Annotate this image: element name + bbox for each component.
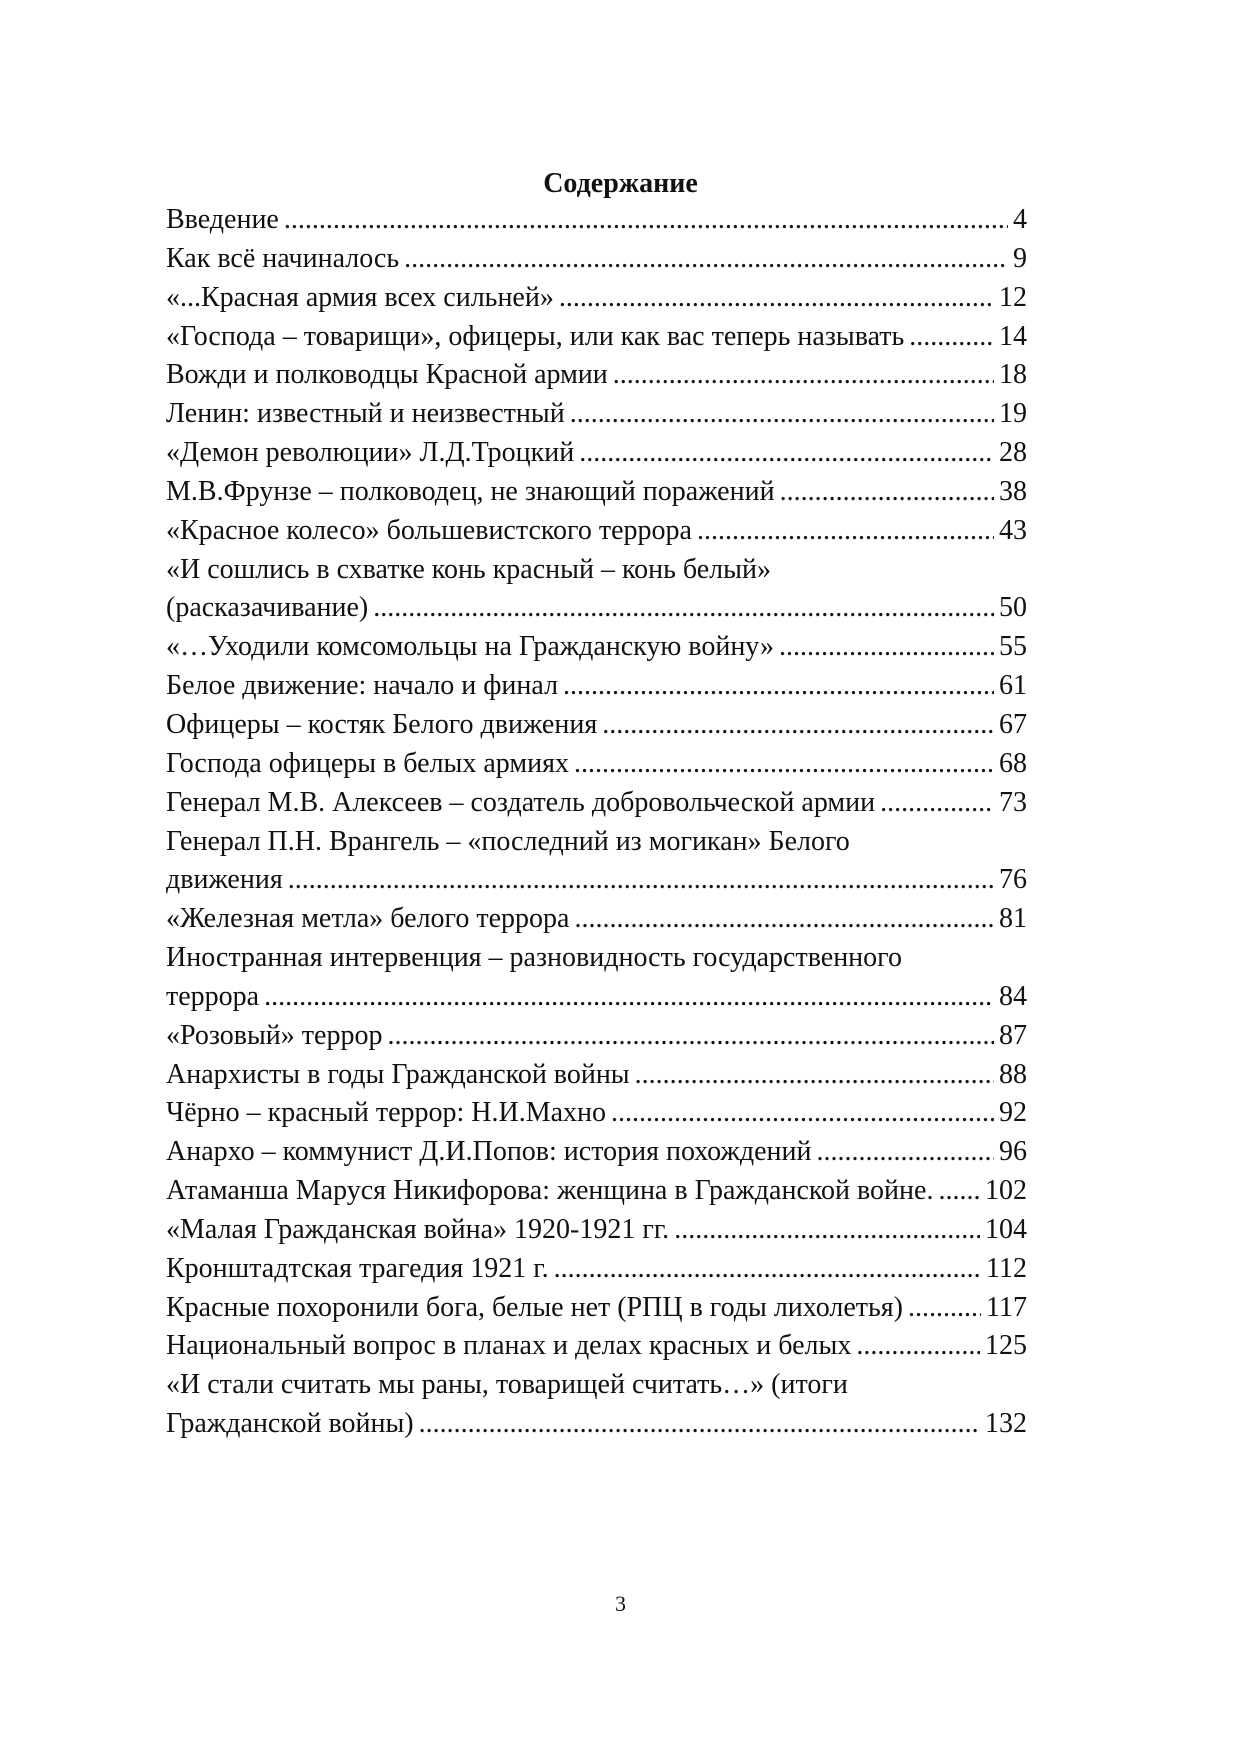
toc-entry-title: «Железная метла» белого террора	[166, 903, 570, 935]
toc-entry	[166, 900, 1027, 939]
toc-entry-page: 112	[986, 1252, 1027, 1284]
toc-dot-leader	[674, 1211, 980, 1250]
toc-entry-page: 67	[999, 708, 1027, 740]
table-of-contents	[166, 201, 1027, 1444]
toc-entry	[166, 1250, 1027, 1289]
toc-entry-page: 19	[999, 398, 1027, 430]
toc-entry	[166, 978, 1027, 1017]
toc-dot-leader	[373, 589, 994, 628]
toc-entry-title: Чёрно – красный террор: Н.И.Махно	[166, 1097, 607, 1129]
toc-entry-title: Как всё начиналось	[166, 242, 400, 274]
toc-entry-page: 18	[999, 359, 1027, 391]
toc-entry-page: 81	[999, 903, 1027, 935]
toc-dot-leader	[613, 356, 994, 395]
toc-entry-page: 132	[985, 1408, 1027, 1440]
toc-entry-title: «Розовый» террор	[166, 1019, 383, 1051]
toc-entry-title: «Малая Гражданская война» 1920-1921 гг.	[166, 1213, 670, 1245]
toc-entry-page: 96	[999, 1136, 1027, 1168]
toc-dot-leader	[780, 473, 994, 512]
toc-entry	[166, 512, 1027, 551]
toc-dot-leader	[816, 1133, 994, 1172]
toc-entry	[166, 1017, 1027, 1056]
toc-entry	[166, 1366, 1027, 1405]
toc-entry	[166, 1211, 1027, 1250]
toc-dot-leader	[559, 279, 994, 318]
toc-entry-page: 14	[999, 320, 1027, 352]
toc-entry-title: «...Красная армия всех сильней»	[166, 281, 554, 313]
toc-entry-page: 38	[999, 475, 1027, 507]
toc-entry-title: Национальный вопрос в планах и делах красных и белых	[166, 1330, 852, 1362]
toc-entry-title: Вожди и полководцы Красной армии	[166, 359, 608, 391]
toc-entry-page: 43	[999, 514, 1027, 546]
toc-entry-title: Введение	[166, 204, 279, 235]
toc-entry	[166, 240, 1027, 279]
toc-entry	[166, 551, 1027, 590]
toc-dot-leader	[579, 434, 994, 473]
toc-dot-leader	[264, 978, 994, 1017]
toc-entry-page: 84	[999, 980, 1027, 1012]
toc-dot-leader	[570, 395, 994, 434]
toc-entry-page: 28	[999, 437, 1027, 469]
toc-entry-title: Офицеры – костяк Белого движения	[166, 708, 598, 740]
toc-entry-title: Ленин: известный и неизвестный	[166, 398, 565, 430]
toc-entry	[166, 434, 1027, 473]
toc-dot-leader	[611, 1094, 994, 1133]
toc-entry	[166, 473, 1027, 512]
toc-entry	[166, 706, 1027, 745]
toc-entry-title: М.В.Фрунзе – полководец, не знающий поражений	[166, 475, 775, 507]
toc-entry-page: 4	[1013, 204, 1027, 235]
toc-entry-title: «Красное колесо» большевистского террора	[166, 514, 692, 546]
toc-entry-title: движения	[166, 864, 283, 896]
toc-entry-title: Господа офицеры в белых армиях	[166, 747, 569, 779]
toc-entry	[166, 1133, 1027, 1172]
toc-entry-page: 9	[1013, 242, 1027, 274]
toc-entry-title: «Демон революции» Л.Д.Троцкий	[166, 437, 575, 469]
toc-dot-leader	[697, 512, 994, 551]
page-number: 3	[615, 1591, 626, 1616]
toc-entry-page: 125	[985, 1330, 1027, 1362]
toc-dot-leader	[938, 1172, 980, 1211]
toc-entry	[166, 823, 1027, 862]
toc-entry-title: Генерал П.Н. Врангель – «последний из могикан» Белого	[166, 825, 850, 857]
toc-entry	[166, 279, 1027, 318]
toc-dot-leader	[563, 667, 994, 706]
toc-entry-title: «…Уходили комсомольцы на Гражданскую войну»	[166, 631, 775, 663]
toc-dot-leader	[880, 784, 994, 823]
toc-entry-page: 61	[999, 670, 1027, 702]
toc-dot-leader	[288, 861, 994, 900]
toc-entry	[166, 589, 1027, 628]
toc-entry-title: Анархисты в годы Гражданской войны	[166, 1058, 630, 1090]
toc-dot-leader	[404, 240, 1008, 279]
toc-entry	[166, 318, 1027, 357]
toc-entry-title: «И сошлись в схватке конь красный – конь белый»	[166, 553, 771, 585]
toc-entry	[166, 1327, 1027, 1366]
toc-entry	[166, 745, 1027, 784]
toc-entry-title: «Господа – товарищи», офицеры, или как вас теперь называть	[166, 320, 905, 352]
toc-entry-page: 55	[999, 631, 1027, 663]
toc-entry	[166, 628, 1027, 667]
toc-dot-leader	[387, 1017, 994, 1056]
toc-entry-title: Анархо – коммунист Д.И.Попов: история похождений	[166, 1136, 812, 1168]
toc-entry-title: Белое движение: начало и финал	[166, 670, 559, 702]
toc-entry-page: 50	[999, 592, 1027, 624]
toc-dot-leader	[908, 1289, 981, 1328]
toc-entry-title: Гражданской войны)	[166, 1408, 414, 1440]
toc-dot-leader	[856, 1327, 980, 1366]
toc-entry-title: Атаманша Маруся Никифорова: женщина в Гражданской войне.	[166, 1175, 934, 1207]
toc-entry	[166, 201, 1027, 240]
toc-entry-page: 87	[999, 1019, 1027, 1051]
toc-entry-page: 117	[986, 1291, 1027, 1323]
toc-dot-leader	[574, 745, 994, 784]
toc-entry	[166, 395, 1027, 434]
toc-entry	[166, 1405, 1027, 1444]
toc-dot-leader	[574, 900, 994, 939]
toc-entry-page: 73	[999, 786, 1027, 818]
toc-entry-page: 88	[999, 1058, 1027, 1090]
toc-entry-page: 104	[985, 1213, 1027, 1245]
toc-dot-leader	[419, 1405, 980, 1444]
toc-entry-page: 92	[999, 1097, 1027, 1129]
toc-entry-title: Иностранная интервенция – разновидность государственного	[166, 942, 902, 974]
toc-dot-leader	[909, 318, 994, 357]
toc-entry-page: 12	[999, 281, 1027, 313]
toc-entry-title: Красные похоронили бога, белые нет (РПЦ в годы лихолетья)	[166, 1291, 903, 1323]
toc-dot-leader	[554, 1250, 981, 1289]
page-title: Содержание	[543, 168, 698, 199]
toc-dot-leader	[779, 628, 994, 667]
toc-dot-leader	[635, 1056, 994, 1095]
toc-dot-leader	[284, 201, 1008, 240]
toc-entry	[166, 1094, 1027, 1133]
toc-entry	[166, 939, 1027, 978]
toc-entry-page: 102	[985, 1175, 1027, 1207]
toc-entry	[166, 667, 1027, 706]
toc-entry-title: «И стали считать мы раны, товарищей считать…» (итоги	[166, 1369, 848, 1401]
toc-entry	[166, 861, 1027, 900]
toc-entry	[166, 784, 1027, 823]
toc-entry	[166, 1056, 1027, 1095]
toc-entry-title: террора	[166, 980, 260, 1012]
toc-entry-title: Генерал М.В. Алексеев – создатель добровольческой армии	[166, 786, 876, 818]
toc-entry-page: 68	[999, 747, 1027, 779]
toc-entry	[166, 356, 1027, 395]
toc-entry-page: 76	[999, 864, 1027, 896]
toc-entry	[166, 1172, 1027, 1211]
toc-entry-title: (расказачивание)	[166, 592, 369, 624]
toc-entry-title: Кронштадтская трагедия 1921 г.	[166, 1252, 549, 1284]
toc-entry	[166, 1289, 1027, 1328]
toc-dot-leader	[602, 706, 994, 745]
